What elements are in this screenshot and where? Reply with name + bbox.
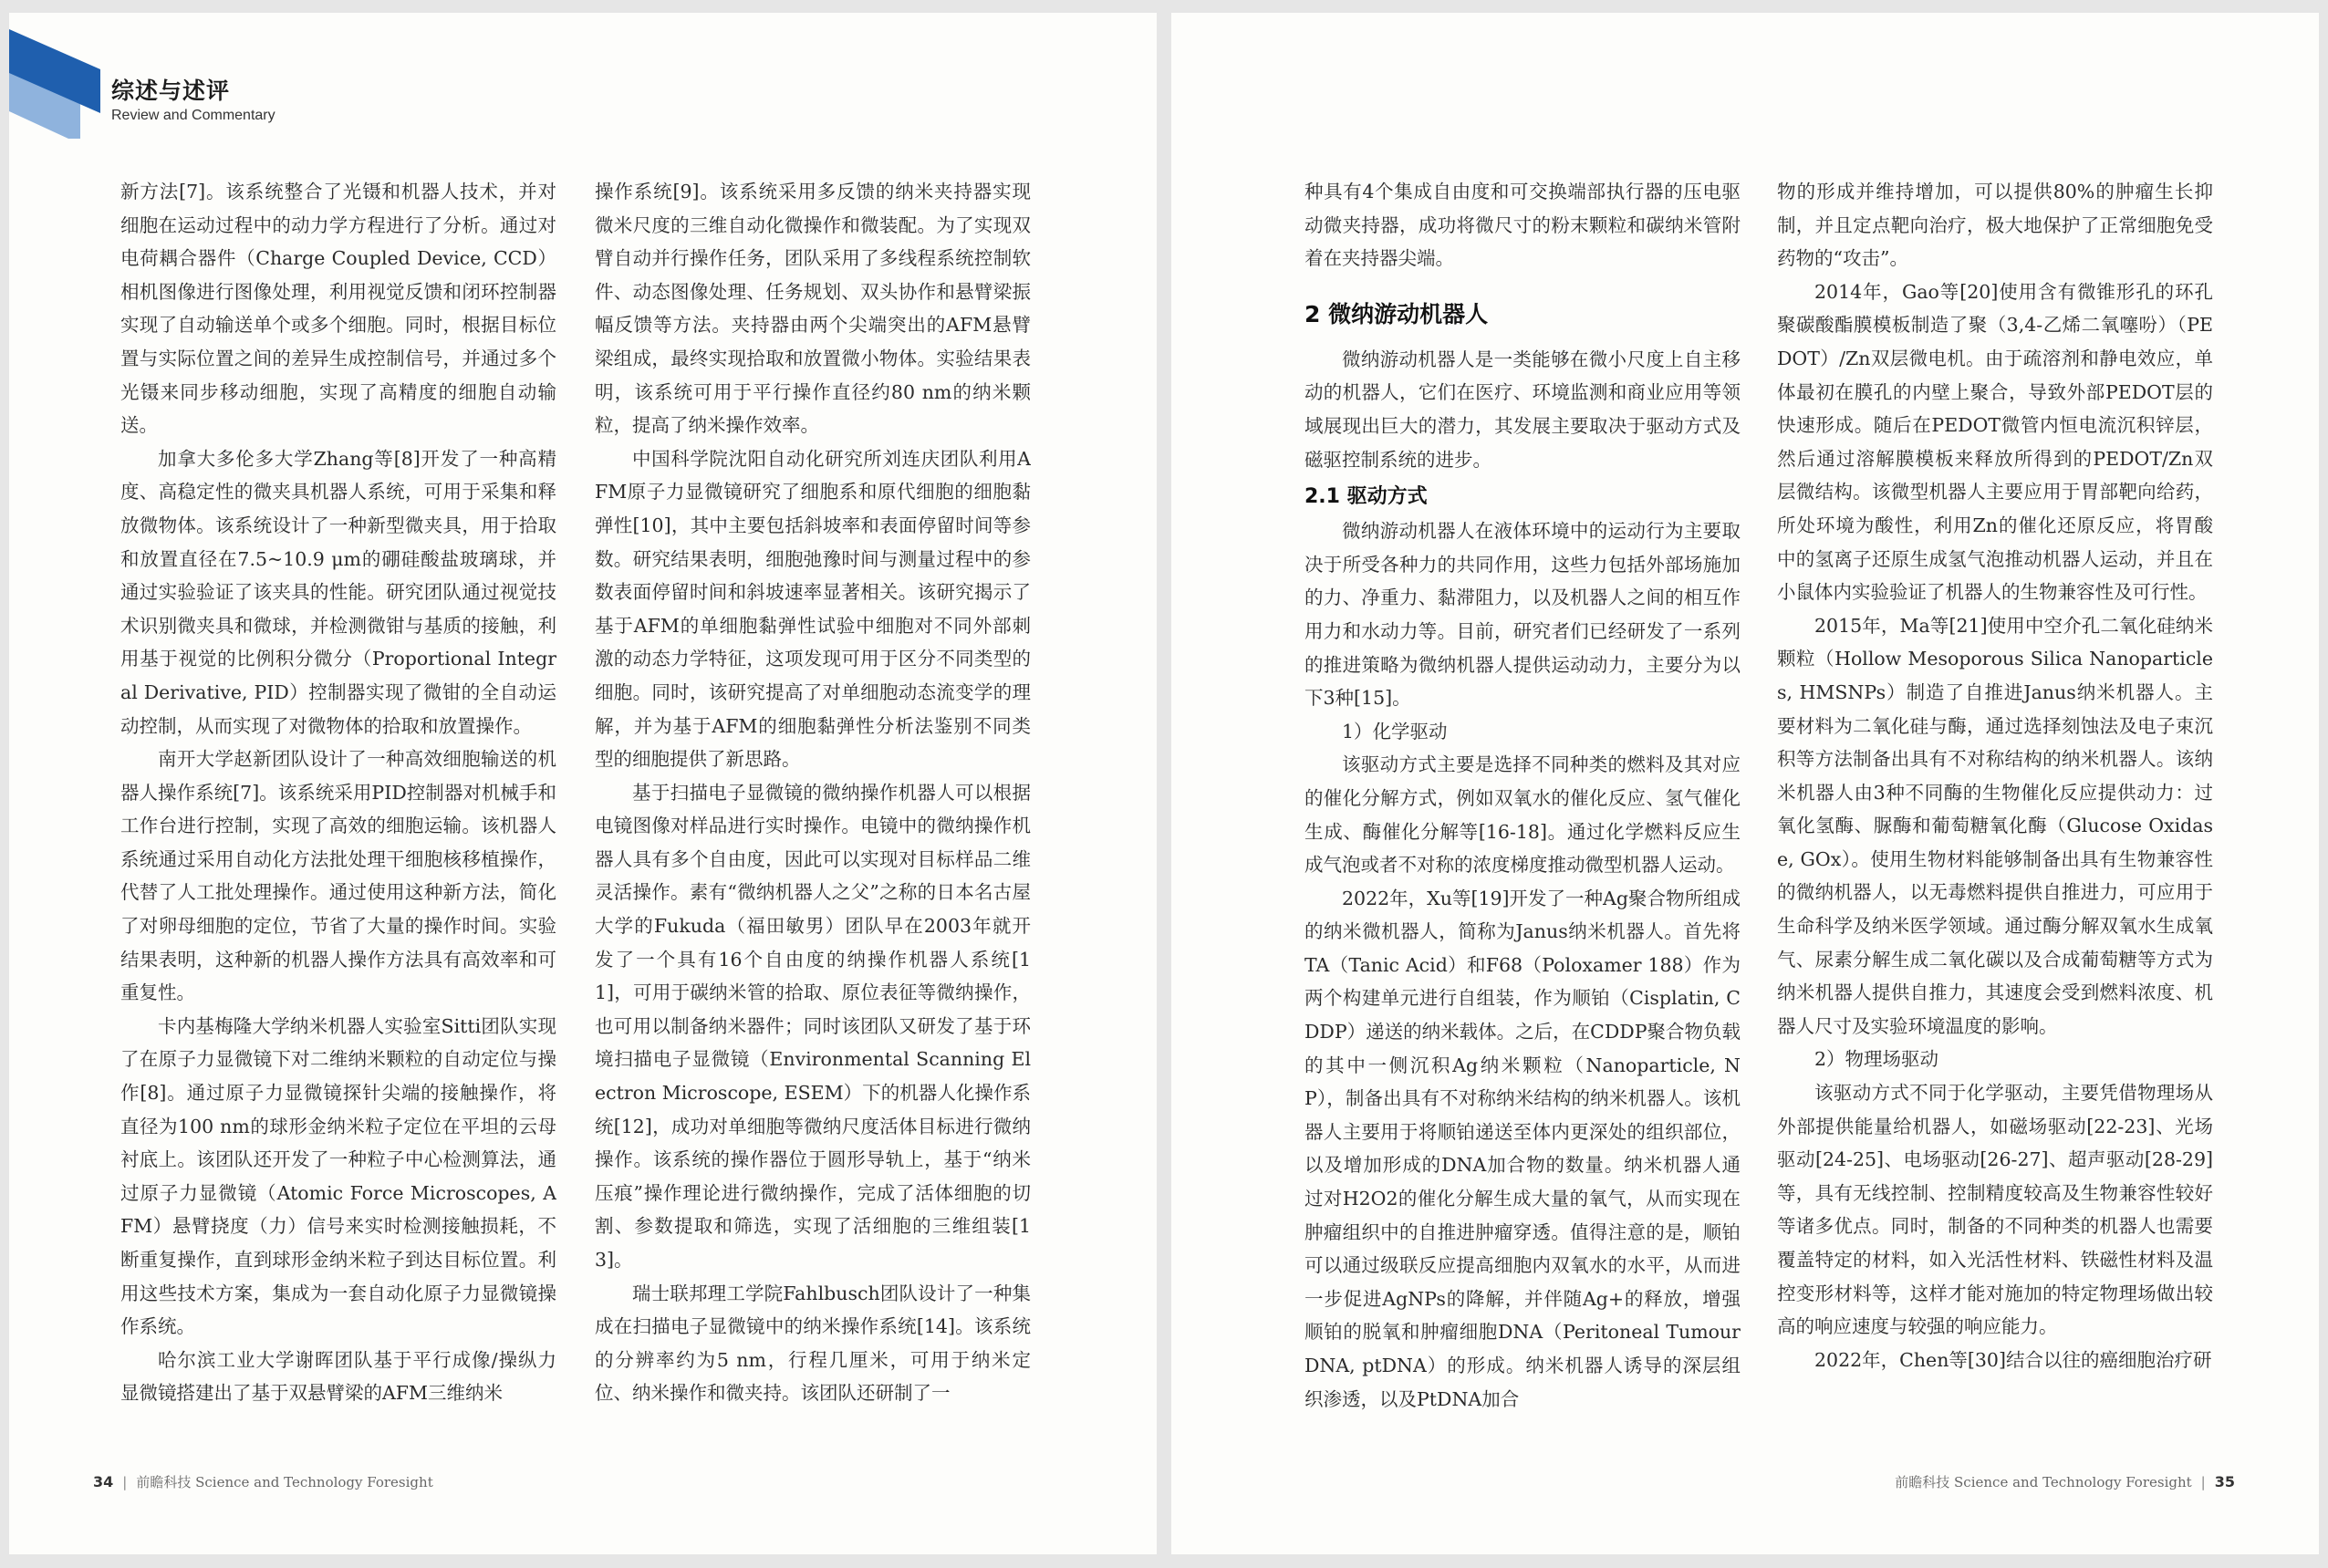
paragraph: 卡内基梅隆大学纳米机器人实验室Sitti团队实现了在原子力显微镜下对二维纳米颗粒的自动定位与操作[8]。通过原子力显微镜探针尖端的接触操作，将直径为100 nm的球形金纳米粒子定位在平坦的云母衬底上。该团队还开发了一种粒子中心检测算法，通过原子力显微镜（Atomic Force Microscopes, AFM）悬臂挠度（力）信号来实时检测接触损耗，不断重复操作，直到球形金纳米粒子到达目标位置。利用这些技术方案，集成为一套自动化原子力显微镜操作系统。 bbox=[120, 1014, 556, 1338]
magazine-name: 前瞻科技 Science and Technology Foresight bbox=[1895, 1474, 2192, 1490]
paragraph: 微纳游动机器人在液体环境中的运动行为主要取决于所受各种力的共同作用，这些力包括外部场施加的力、净重力、黏滞阻力，以及机器人之间的相互作用力和水动力等。目前，研究者们已经研发了一系列的推进策略为微纳机器人提供运动动力，主要分为以下3种[15]。 bbox=[1304, 520, 1741, 710]
left-page-column-2 bbox=[595, 175, 1031, 1452]
section-title: 综述与述评 bbox=[111, 78, 231, 104]
section-heading: 2 微纳游动机器人 bbox=[1304, 300, 1489, 327]
paragraph: 操作系统[9]。该系统采用多反馈的纳米夹持器实现微米尺度的三维自动化微操作和微装配。为了实现双臂自动并行操作任务，团队采用了多线程系统控制软件、动态图像处理、任务规划、双头协作和悬臂梁振幅反馈等方法。夹持器由两个尖端突出的AFM悬臂梁组成，最终实现拾取和放置微小物体。实验结果表明，该系统可用于平行操作直径约80 nm的纳米颗粒，提高了纳米操作效率。 bbox=[595, 181, 1031, 437]
left-page-column-1 bbox=[120, 175, 556, 1452]
right-page-column-1 bbox=[1304, 175, 1741, 1452]
page-footer-left: 34 | 前瞻科技 Science and Technology Foresight bbox=[93, 1473, 433, 1490]
section-subtitle: Review and Commentary bbox=[111, 108, 275, 123]
left-page bbox=[9, 13, 1157, 1554]
paragraph: 瑞士联邦理工学院Fahlbusch团队设计了一种集成在扫描电子显微镜中的纳米操作系统[14]。该系统的分辨率约为5 nm，行程几厘米，可用于纳米定位、纳米操作和微夹持。该团队还研制了一 bbox=[595, 1282, 1031, 1405]
paragraph: 2022年，Xu等[19]开发了一种Ag聚合物所组成的纳米微机器人，简称为Janus纳米机器人。首先将TA（Tanic Acid）和F68（Poloxamer 188）作为两个构建单元进行自组装，作为顺铂（Cisplatin, CDDP）递送的纳米载体。之后，在CDDP聚合物负载的其中一侧沉积Ag纳米颗粒（Nanoparticle, NP），制备出具有不对称纳米结构的纳米机器人。该机器人主要用于将顺铂递送至体内更深处的组织部位，以及增加形成的DNA加合物的数量。纳米机器人通过对H2O2的催化分解生成大量的氧气，从而实现在肿瘤组织中的自推进肿瘤穿透。值得注意的是，顺铂可以通过级联反应提高细胞内双氧水的水平，从而进一步促进AgNPs的降解，并伴随Ag+的释放，增强顺铂的脱氧和肿瘤细胞DNA（Peritoneal Tumour DNA, ptDNA）的形成。纳米机器人诱导的深层组织渗透，以及PtDNA加合 bbox=[1304, 887, 1741, 1410]
paragraph: 2014年，Gao等[20]使用含有微锥形孔的环孔聚碳酸酯膜模板制造了聚（3,4-乙烯二氧噻吩）（PEDOT）/Zn双层微电机。由于疏溶剂和静电效应，单体最初在膜孔的内壁上聚合，导致外部PEDOT层的快速形成。随后在PEDOT微管内恒电流沉积锌层，然后通过溶解膜模板来释放所得到的PEDOT/Zn双层微结构。该微型机器人主要应用于胃部靶向给药，所处环境为酸性，利用Zn的催化还原反应，将胃酸中的氢离子还原生成氢气泡推动机器人运动，并且在小鼠体内实验验证了机器人的生物兼容性及可行性。 bbox=[1777, 280, 2213, 604]
page-number: 34 bbox=[93, 1473, 114, 1490]
paragraph: 2015年，Ma等[21]使用中空介孔二氧化硅纳米颗粒（Hollow Mesoporous Silica Nanoparticles, HMSNPs）制造了自推进Janus纳米机器人。主要材料为二氧化硅与酶，通过选择刻蚀法及电子束沉积等方法制备出具有不对称结构的纳米机器人。该纳米机器人由3种不同酶的生物催化反应提供动力：过氧化氢酶、脲酶和葡萄糖氧化酶（Glucose Oxidase, GOx）。使用生物材料能够制备出具有生物兼容性的微纳机器人，以无毒燃料提供自推进力，可应用于生命科学及纳米医学领域。通过酶分解双氧水生成氧气、尿素分解生成二氧化碳以及合成葡萄糖等方式为纳米机器人提供自推力，其速度会受到燃料浓度、机器人尺寸及实验环境温度的影响。 bbox=[1777, 614, 2213, 1037]
paragraph: 中国科学院沈阳自动化研究所刘连庆团队利用AFM原子力显微镜研究了细胞系和原代细胞的细胞黏弹性[10]，其中主要包括斜坡率和表面停留时间等参数。研究结果表明，细胞弛豫时间与测量过程中的参数表面停留时间和斜坡速率显著相关。该研究揭示了基于AFM的单细胞黏弹性试验中细胞对不同外部刺激的动态力学特征，这项发现可用于区分不同类型的细胞。同时，该研究提高了对单细胞动态流变学的理解，并为基于AFM的细胞黏弹性分析法鉴别不同类型的细胞提供了新思路。 bbox=[595, 447, 1031, 771]
paragraph: 南开大学赵新团队设计了一种高效细胞输送的机器人操作系统[7]。该系统采用PID控制器对机械手和工作台进行控制，实现了高效的细胞运输。该机器人系统通过采用自动化方法批处理干细胞核移植操作，代替了人工批处理操作。通过使用这种新方法，简化了对卵母细胞的定位，节省了大量的操作时间。实验结果表明，这种新的机器人操作方法具有高效率和可重复性。 bbox=[120, 748, 556, 1004]
list-heading: 1）化学驱动 bbox=[1342, 720, 1448, 742]
list-heading: 2）物理场驱动 bbox=[1814, 1048, 1939, 1071]
paragraph: 该驱动方式不同于化学驱动，主要凭借物理场从外部提供能量给机器人，如磁场驱动[22-23]、光场驱动[24-25]、电场驱动[26-27]、超声驱动[28-29]等，具有无线控制、控制精度较高及生物兼容性较好等诸多优点。同时，制备的不同种类的机器人也需要覆盖特定的材料，如入光活性材料、铁磁性材料及温控变形材料等，这样才能对施加的特定物理场做出较高的响应速度与较强的响应能力。 bbox=[1777, 1082, 2213, 1338]
paragraph: 该驱动方式主要是选择不同种类的燃料及其对应的催化分解方式，例如双氧水的催化反应、氢气催化生成、酶催化分解等[16-18]。通过化学燃料反应生成气泡或者不对称的浓度梯度推动微型机器人运动。 bbox=[1304, 753, 1741, 877]
page-footer-right: 前瞻科技 Science and Technology Foresight | 35 bbox=[1895, 1473, 2235, 1490]
right-page-column-2 bbox=[1777, 175, 2213, 1452]
right-page bbox=[1171, 13, 2319, 1554]
paragraph: 微纳游动机器人是一类能够在微小尺度上自主移动的机器人，它们在医疗、环境监测和商业应用等领域展现出巨大的潜力，其发展主要取决于驱动方式及磁驱控制系统的进步。 bbox=[1304, 348, 1741, 471]
paragraph: 基于扫描电子显微镜的微纳操作机器人可以根据电镜图像对样品进行实时操作。电镜中的微纳操作机器人具有多个自由度，因此可以实现对目标样品二维灵活操作。素有“微纳机器人之父”之称的日本名古屋大学的Fukuda（福田敏男）团队早在2003年就开发了一个具有16个自由度的纳操作机器人系统[11]，可用于碳纳米管的拾取、原位表征等微纳操作，也可用以制备纳米器件；同时该团队又研发了基于环境扫描电子显微镜（Environmental Scanning Electron Microscope, ESEM）下的机器人化操作系统[12]，成功对单细胞等微纳尺度活体目标进行微纳操作。该系统的操作器位于圆形导轨上，基于“纳米压痕”操作理论进行微纳操作，完成了活体细胞的切割、参数提取和筛选，实现了活细胞的三维组装[13]。 bbox=[595, 781, 1031, 1271]
corner-logo-icon bbox=[9, 29, 119, 139]
paragraph: 哈尔滨工业大学谢晖团队基于平行成像/操纵力显微镜搭建出了基于双悬臂梁的AFM三维纳米 bbox=[120, 1348, 556, 1405]
paragraph: 新方法[7]。该系统整合了光镊和机器人技术，并对细胞在运动过程中的动力学方程进行了分析。通过对电荷耦合器件（Charge Coupled Device, CCD）相机图像进行图像处理，利用视觉反馈和闭环控制器实现了自动输送单个或多个细胞。同时，根据目标位置与实际位置之间的差异生成控制信号，并通过多个光镊来同步移动细胞，实现了高精度的细胞自动输送。 bbox=[120, 181, 556, 437]
magazine-name: 前瞻科技 Science and Technology Foresight bbox=[136, 1474, 433, 1490]
page-number: 35 bbox=[2214, 1473, 2235, 1490]
subsection-heading: 2.1 驱动方式 bbox=[1304, 485, 1428, 509]
paragraph: 种具有4个集成自由度和可交换端部执行器的压电驱动微夹持器，成功将微尺寸的粉末颗粒和碳纳米管附着在夹持器尖端。 bbox=[1304, 181, 1741, 270]
paragraph: 物的形成并维持增加，可以提供80%的肿瘤生长抑制，并且定点靶向治疗，极大地保护了正常细胞免受药物的“攻击”。 bbox=[1777, 181, 2213, 270]
paragraph: 2022年，Chen等[30]结合以往的癌细胞治疗研 bbox=[1814, 1348, 2212, 1371]
paragraph: 加拿大多伦多大学Zhang等[8]开发了一种高精度、高稳定性的微夹具机器人系统，可用于采集和释放微物体。该系统设计了一种新型微夹具，用于拾取和放置直径在7.5~10.9 μm的硼硅酸盐玻璃球，并通过实验验证了该夹具的性能。研究团队通过视觉技术识别微夹具和微球，并检测微钳与基质的接触，利用基于视觉的比例积分微分（Proportional Integral Derivative, PID）控制器实现了微钳的全自动运动控制，从而实现了对微物体的拾取和放置操作。 bbox=[120, 447, 556, 737]
